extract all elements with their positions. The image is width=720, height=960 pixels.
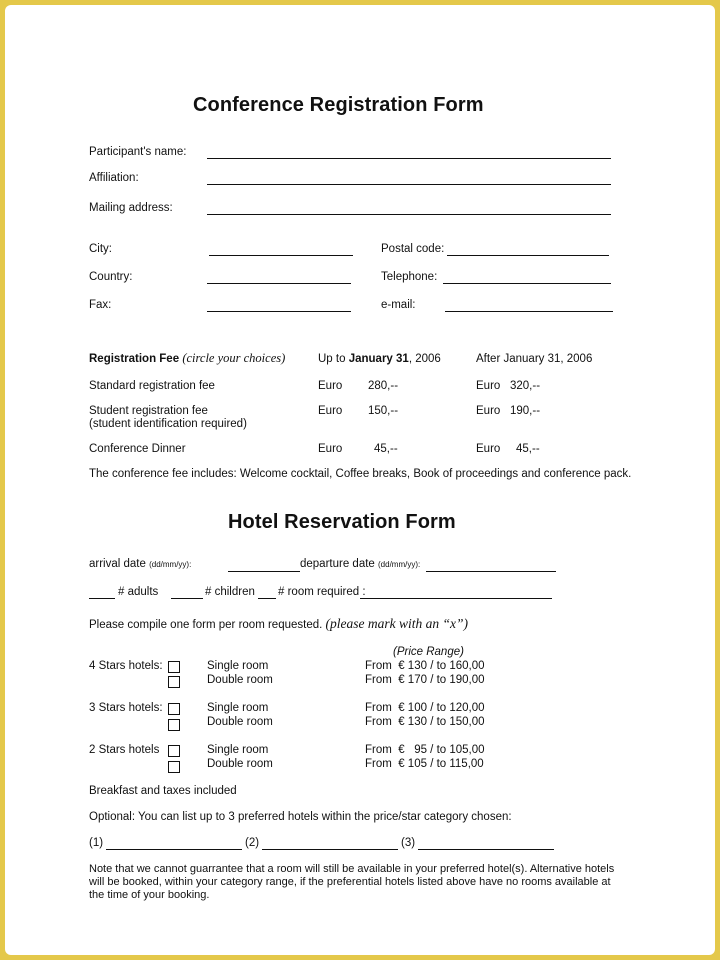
fee-column-early [318,353,441,365]
fee-includes-prefix: The conference fee includes: [89,468,237,480]
category-label: 4 Stars hotels: [89,660,163,672]
fee-includes [89,468,631,480]
fee-row-label: Conference Dinner [89,443,186,455]
fee-column-early-year: , 2006 [408,353,441,365]
single-room-label: Single room [207,702,269,714]
preferred-hotel-2-label: (2) [245,837,260,849]
category-label: 3 Stars hotels: [89,702,163,714]
telephone-field[interactable] [443,283,611,284]
conference-title: Conference Registration Form [193,94,484,116]
single-room-checkbox[interactable] [168,703,180,715]
preferred-hotel-3-field[interactable] [418,849,554,850]
country-label: Country: [89,271,133,283]
double-room-price: From € 105 / to 115,00 [365,758,484,770]
rooms-field[interactable] [360,598,552,599]
double-room-checkbox[interactable] [168,676,180,688]
fee-row-currency: Euro [318,380,343,392]
fee-row-currency: Euro [318,405,343,417]
fee-row-currency: Euro [476,443,501,455]
availability-note-line-2: will be booked, within your category range, if the preferential hotels listed above have no rooms available at [89,876,611,888]
preferred-hotel-1-label: (1) [89,837,104,849]
compile-text: Please compile one form per room requested. [89,619,323,631]
fee-column-late: After January 31, 2006 [476,353,593,365]
fee-row-currency: Euro [318,443,343,455]
telephone-label: Telephone: [381,271,438,283]
fax-field[interactable] [207,311,351,312]
single-room-checkbox[interactable] [168,745,180,757]
double-room-price: From € 130 / to 150,00 [365,716,485,728]
arrival-date-format: (dd/mm/yy): [149,560,192,569]
registration-fee-title: Registration Fee [89,353,180,365]
mailing-address-field[interactable] [207,214,611,215]
children-label: # children [205,586,255,598]
postal-code-field[interactable] [447,255,609,256]
children-field[interactable] [171,598,203,599]
arrival-date-label [89,558,191,570]
double-room-label: Double room [207,758,273,770]
single-room-price: From € 95 / to 105,00 [365,744,485,756]
email-field[interactable] [445,311,613,312]
fee-row-sublabel: (student identification required) [89,418,247,430]
document-page [5,5,715,955]
fee-row-amount[interactable]: 45,-- [516,443,540,455]
optional-instruction: Optional: You can list up to 3 preferred hotels within the price/star category chosen: [89,811,512,823]
compile-instruction [89,616,468,632]
single-room-label: Single room [207,660,269,672]
single-room-price: From € 130 / to 160,00 [365,660,485,672]
preferred-hotel-1-field[interactable] [106,849,242,850]
availability-note-line-1: Note that we cannot guarrantee that a room will still be available in your preferred hotel(s). Alternative hotels [89,863,615,875]
double-room-price: From € 170 / to 190,00 [365,674,485,686]
rooms-prefix-field[interactable] [258,598,276,599]
mailing-address-label: Mailing address: [89,202,173,214]
city-label: City: [89,243,112,255]
fee-row-currency: Euro [476,405,501,417]
fee-column-early-date: January 31 [348,353,409,365]
preferred-hotel-3-label: (3) [401,837,416,849]
arrival-date-text: arrival date [89,558,146,570]
availability-note-line-3: the time of your booking. [89,889,210,901]
preferred-hotel-2-field[interactable] [262,849,398,850]
double-room-checkbox[interactable] [168,761,180,773]
registration-fee-note: (circle your choices) [182,351,286,365]
double-room-checkbox[interactable] [168,719,180,731]
participant-name-field[interactable] [207,158,611,159]
fee-row-amount[interactable]: 320,-- [510,380,541,392]
registration-fee-heading [89,351,285,366]
single-room-price: From € 100 / to 120,00 [365,702,485,714]
price-range-heading: (Price Range) [393,646,464,658]
arrival-date-field[interactable] [228,571,300,572]
affiliation-field[interactable] [207,184,611,185]
fax-label: Fax: [89,299,112,311]
single-room-checkbox[interactable] [168,661,180,673]
single-room-label: Single room [207,744,269,756]
double-room-label: Double room [207,674,273,686]
fee-column-early-prefix: Up to [318,353,346,365]
departure-date-label [300,558,420,570]
departure-date-text: departure date [300,558,375,570]
city-field[interactable] [209,255,353,256]
fee-row-currency: Euro [476,380,501,392]
postal-code-label: Postal code: [381,243,445,255]
departure-date-field[interactable] [426,571,556,572]
category-label: 2 Stars hotels [89,744,160,756]
adults-label: # adults [118,586,159,598]
affiliation-label: Affiliation: [89,172,139,184]
fee-row-label: Standard registration fee [89,380,215,392]
fee-row-amount[interactable]: 280,-- [368,380,399,392]
fee-row-amount[interactable]: 190,-- [510,405,541,417]
departure-date-format: (dd/mm/yy): [378,560,421,569]
fee-row-amount[interactable]: 150,-- [368,405,399,417]
compile-note: (please mark with an “x”) [325,616,469,631]
participant-name-label: Participant's name: [89,146,187,158]
hotel-title: Hotel Reservation Form [228,511,456,533]
adults-field[interactable] [89,598,115,599]
country-field[interactable] [207,283,351,284]
breakfast-note: Breakfast and taxes included [89,785,237,797]
rooms-label: # room required : [278,586,366,598]
double-room-label: Double room [207,716,273,728]
email-label: e-mail: [381,299,416,311]
fee-row-amount[interactable]: 45,-- [374,443,398,455]
fee-includes-text: Welcome cocktail, Coffee breaks, Book of proceedings and conference pack. [239,468,632,480]
fee-row-label: Student registration fee [89,405,208,417]
